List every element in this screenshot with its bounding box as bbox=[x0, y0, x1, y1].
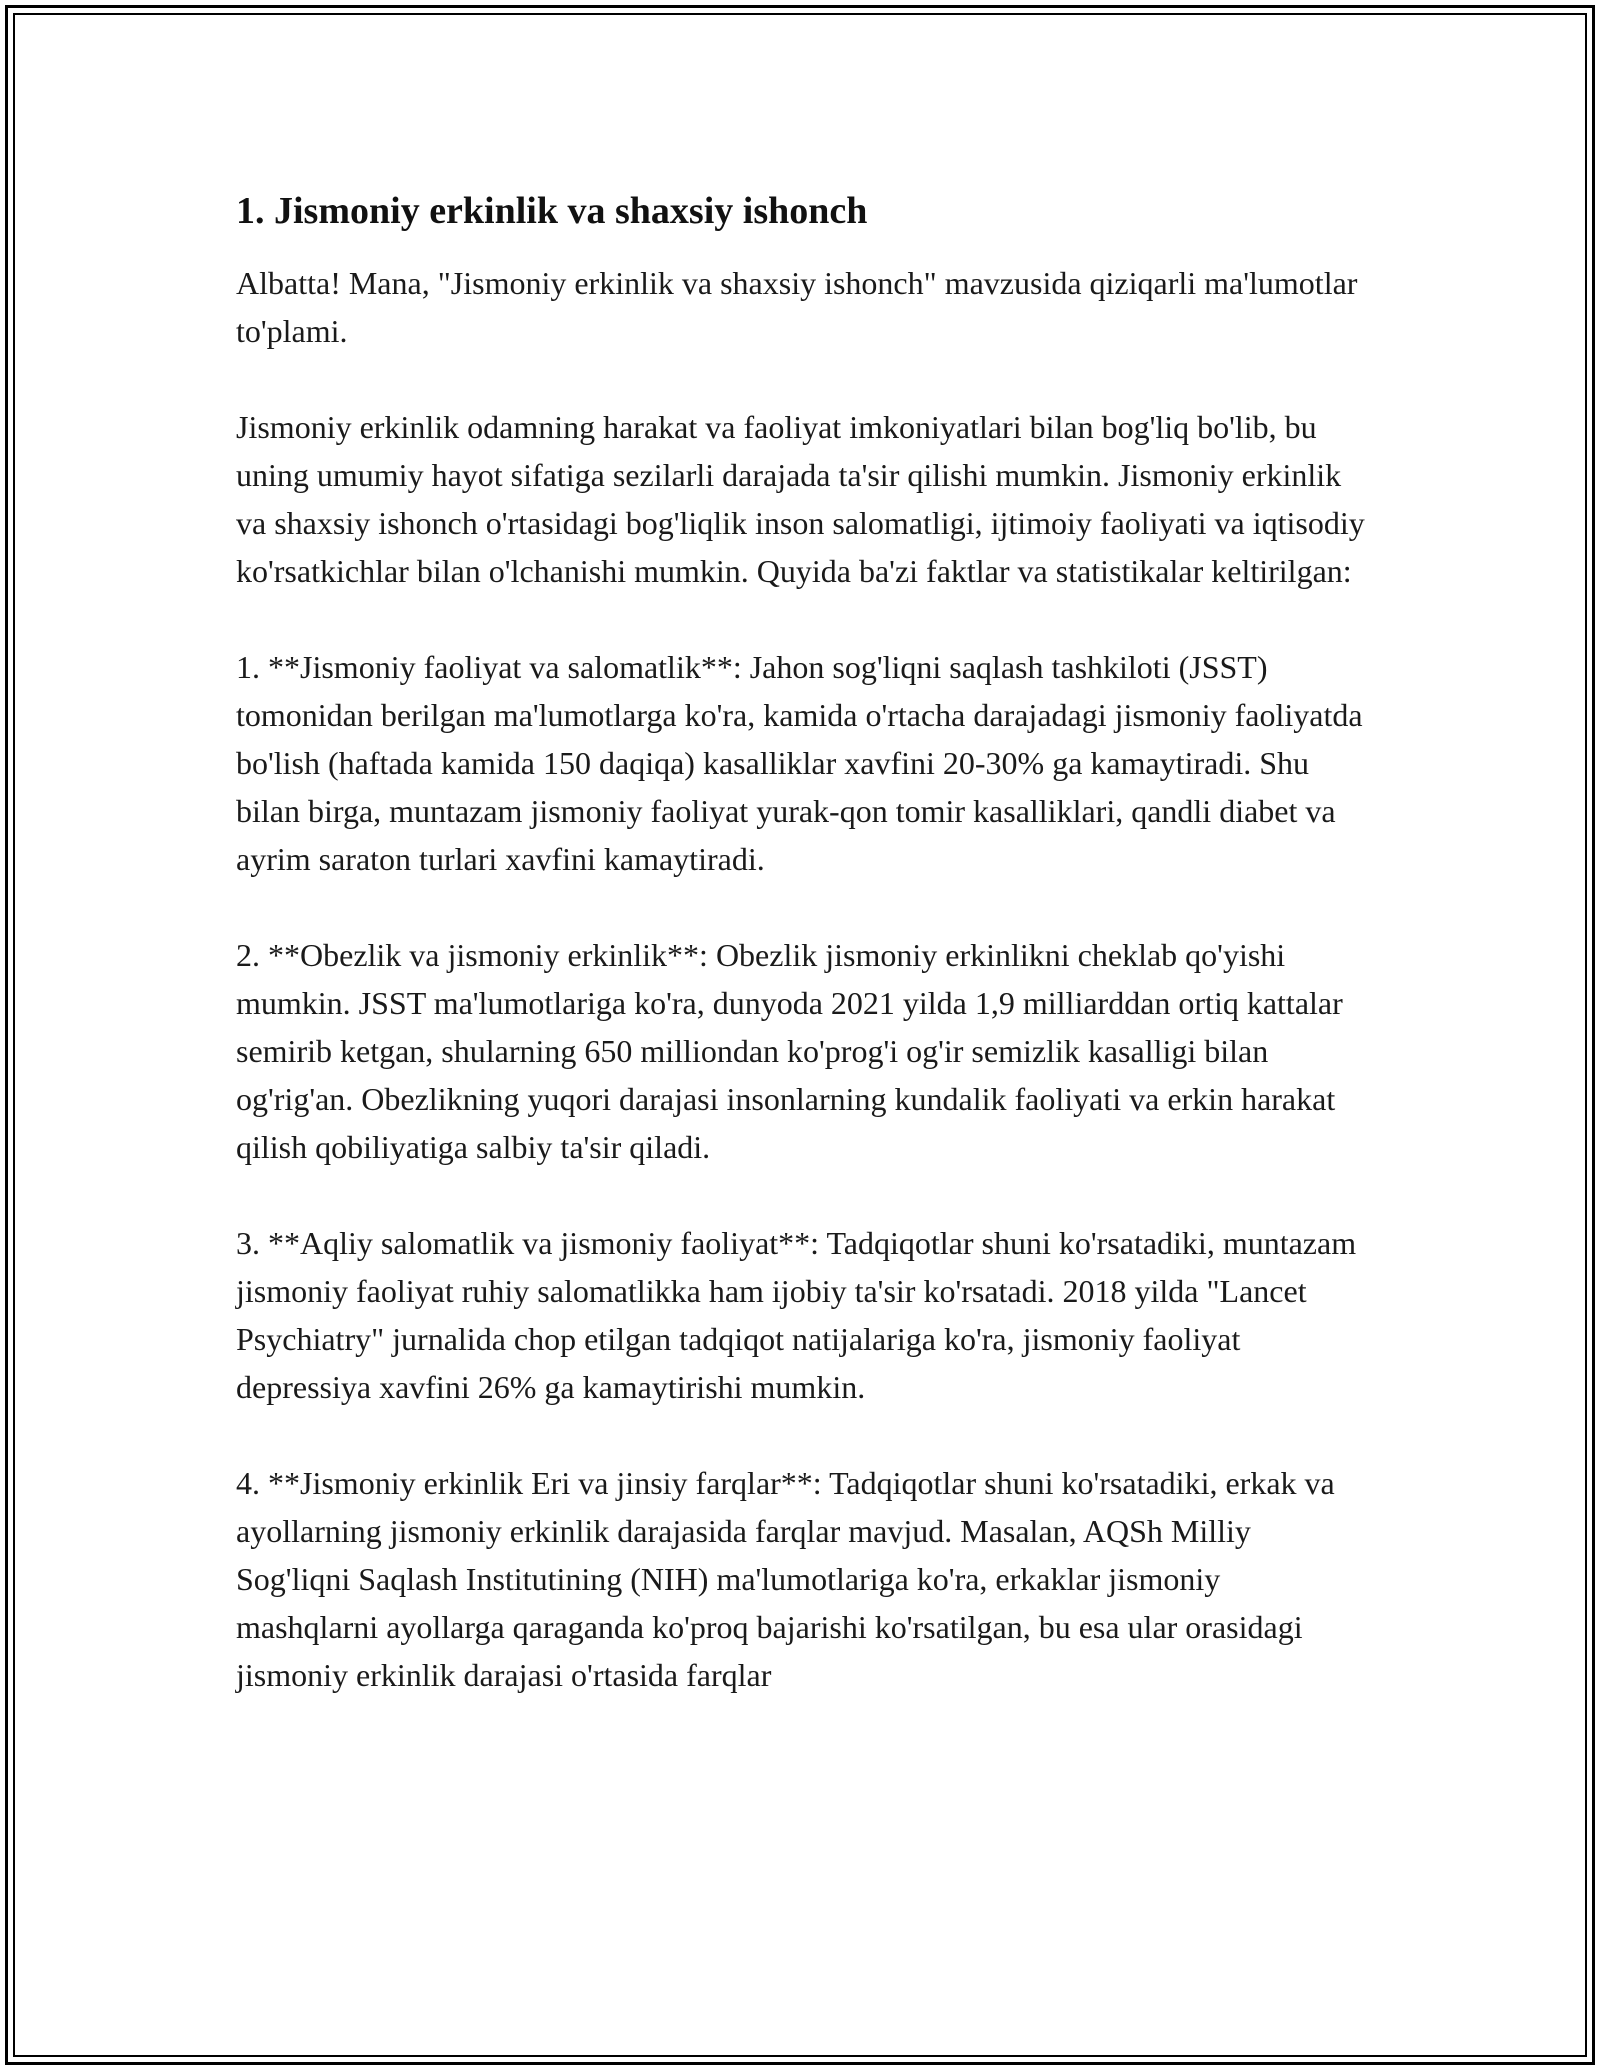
overview-paragraph: Jismoniy erkinlik odamning harakat va faoliyat imkoniyatlari bilan bog'liq bo'lib, bu uning umumiy hayot sifatiga sezilarli darajada ta'sir qilishi mumkin. Jismoniy erkinlik va shaxsiy ishonch o'rtasidagi bog'liqlik inson salomatligi, ijtimoiy faoliyati va iqtisodiy ko'rsatkichlar bilan o'lchanishi mumkin. Quyida ba'zi faktlar va statistikalar keltirilgan: bbox=[236, 409, 1365, 589]
intro-paragraph: Albatta! Mana, "Jismoniy erkinlik va shaxsiy ishonch" mavzusida qiziqarli ma'lumotlar to'plami. bbox=[236, 265, 1358, 349]
document-body bbox=[236, 185, 1366, 1747]
fact-item-3: 3. **Aqliy salomatlik va jismoniy faoliyat**: Tadqiqotlar shuni ko'rsatadiki, muntazam jismoniy faoliyat ruhiy salomatlikka ham ijobiy ta'sir ko'rsatadi. 2018 yilda "Lancet Psychiatry" jurnalida chop etilgan tadqiqot natijalariga ko'ra, jismoniy faoliyat depressiya xavfini 26% ga kamaytirishi mumkin. bbox=[236, 1225, 1357, 1405]
document-title: 1. Jismoniy erkinlik va shaxsiy ishonch bbox=[236, 190, 868, 232]
fact-item-1: 1. **Jismoniy faoliyat va salomatlik**: Jahon sog'liqni saqlash tashkiloti (JSST) tomonidan berilgan ma'lumotlarga ko'ra, kamida o'rtacha darajadagi jismoniy faoliyatda bo'lish (haftada kamida 150 daqiqa) kasalliklar xavfini 20-30% ga kamaytiradi. Shu bilan birga, muntazam jismoniy faoliyat yurak-qon tomir kasalliklari, qandli diabet va ayrim saraton turlari xavfini kamaytiradi. bbox=[236, 649, 1363, 877]
fact-item-2: 2. **Obezlik va jismoniy erkinlik**: Obezlik jismoniy erkinlikni cheklab qo'yishi mumkin. JSST ma'lumotlariga ko'ra, dunyoda 2021 yilda 1,9 milliarddan ortiq kattalar semirib ketgan, shularning 650 milliondan ko'prog'i og'ir semizlik kasalligi bilan og'rig'an. Obezlikning yuqori darajasi insonlarning kundalik faoliyati va erkin harakat qilish qobiliyatiga salbiy ta'sir qiladi. bbox=[236, 937, 1343, 1165]
fact-item-4: 4. **Jismoniy erkinlik Eri va jinsiy farqlar**: Tadqiqotlar shuni ko'rsatadiki, erkak va ayollarning jismoniy erkinlik darajasida farqlar mavjud. Masalan, AQSh Milliy Sog'liqni Saqlash Institutining (NIH) ma'lumotlariga ko'ra, erkaklar jismoniy mashqlarni ayollarga qaraganda ko'proq bajarishi ko'rsatilgan, bu esa ular orasidagi jismoniy erkinlik darajasi o'rtasida farqlar bbox=[236, 1465, 1335, 1693]
